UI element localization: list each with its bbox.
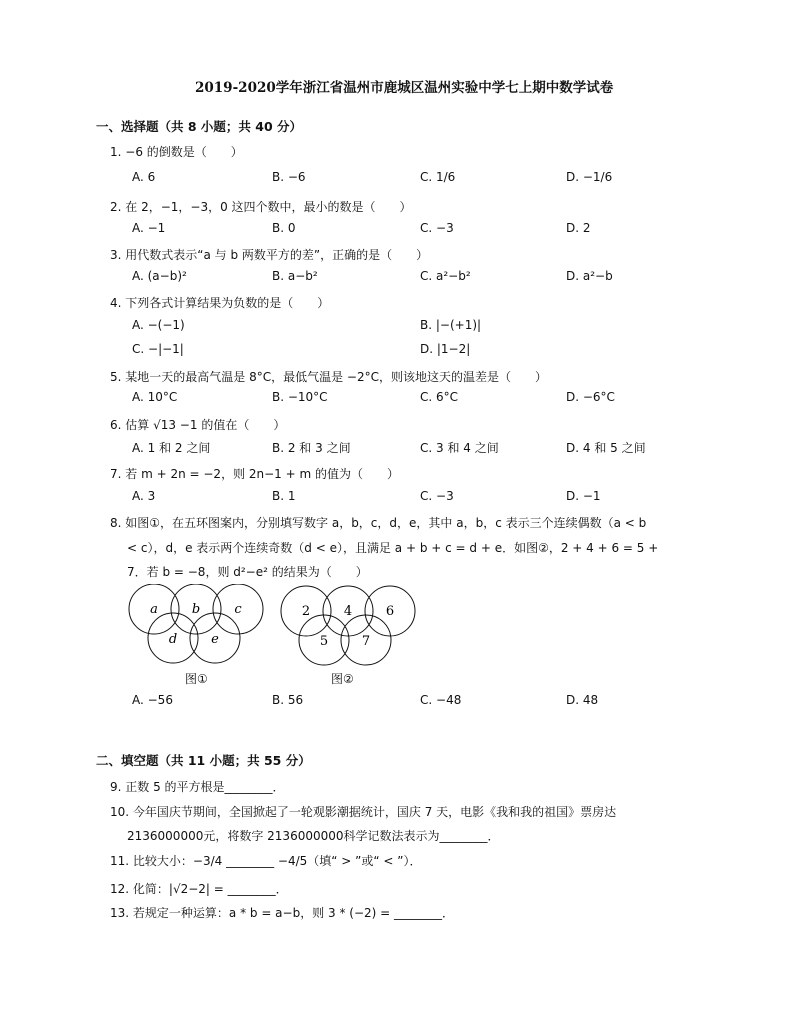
question-3-option-d: D. a²−b <box>566 269 613 283</box>
question-8-stem-line-3: 7．若 b = −8，则 d²−e² 的结果为（ ） <box>127 565 368 579</box>
ring-label-c: c <box>234 602 242 617</box>
question-4-option-d: D. |1−2| <box>420 342 471 356</box>
question-4-option-c: C. −|−1| <box>132 342 184 356</box>
figure-1-caption: 图① <box>185 672 208 686</box>
question-6-option-c: C. 3 和 4 之间 <box>420 441 499 455</box>
question-7-option-d: D. −1 <box>566 489 601 503</box>
question-3-option-c: C. a²−b² <box>420 269 471 283</box>
question-8-option-a: A. −56 <box>132 693 173 707</box>
question-5-option-a: A. 10°C <box>132 390 178 404</box>
question-6-option-b: B. 2 和 3 之间 <box>272 441 351 455</box>
question-12: 12. 化简：|√2−2| = ________． <box>110 882 288 896</box>
question-1-option-c: C. 1/6 <box>420 170 456 184</box>
question-7-option-a: A. 3 <box>132 489 156 503</box>
question-1-option-b: B. −6 <box>272 170 306 184</box>
question-3-option-a: A. (a−b)² <box>132 269 187 283</box>
section-heading-fill: 二、填空题（共 11 小题；共 55 分） <box>96 753 311 768</box>
ring-label-a: a <box>150 602 158 617</box>
ring-label-2: 2 <box>301 604 311 619</box>
question-10-line-2: 2136000000元，将数字 2136000000科学记数法表示为________． <box>127 829 500 843</box>
ring-label-6: 6 <box>385 604 395 619</box>
question-4-option-b: B. |−(+1)| <box>420 318 482 332</box>
question-7-stem: 7. 若 m + 2n = −2，则 2n−1 + m 的值为（ ） <box>110 467 399 481</box>
question-6-option-d: D. 4 和 5 之间 <box>566 441 646 455</box>
question-6-option-a: A. 1 和 2 之间 <box>132 441 211 455</box>
question-1-stem: 1. −6 的倒数是（ ） <box>110 145 243 159</box>
question-2-option-c: C. −3 <box>420 221 454 235</box>
ring-label-7: 7 <box>361 634 371 649</box>
question-2-option-a: A. −1 <box>132 221 166 235</box>
figure-2-caption: 图② <box>331 672 354 686</box>
ring-label-d: d <box>168 632 178 647</box>
question-9: 9. 正数 5 的平方根是________． <box>110 780 285 794</box>
ring-label-b: b <box>191 602 201 617</box>
question-8-option-b: B. 56 <box>272 693 304 707</box>
section-heading-choice: 一、选择题（共 8 小题；共 40 分） <box>96 119 303 134</box>
question-2-option-b: B. 0 <box>272 221 296 235</box>
question-8-stem-line-2: < c），d，e 表示两个连续奇数（d < e），且满足 a + b + c = d + e．如图②，2 + 4 + 6 = 5 + <box>127 541 659 555</box>
question-8-option-d: D. 48 <box>566 693 599 707</box>
question-1-option-a: A. 6 <box>132 170 156 184</box>
question-2-option-d: D. 2 <box>566 221 591 235</box>
question-13: 13. 若规定一种运算：a * b = a−b，则 3 * (−2) = ________． <box>110 906 455 920</box>
question-7-option-c: C. −3 <box>420 489 454 503</box>
question-2-stem: 2. 在 2，−1，−3，0 这四个数中，最小的数是（ ） <box>110 200 412 214</box>
ring-label-5: 5 <box>319 634 329 649</box>
question-4-option-a: A. −(−1) <box>132 318 185 332</box>
question-5-option-d: D. −6°C <box>566 390 615 404</box>
question-5-option-c: C. 6°C <box>420 390 459 404</box>
question-3-option-b: B. a−b² <box>272 269 318 283</box>
ring-label-e: e <box>211 632 219 647</box>
ring-label-4: 4 <box>343 604 353 619</box>
question-8-stem-line-1: 8. 如图①，在五环图案内，分别填写数字 a，b，c，d，e，其中 a，b，c 表示三个连续偶数（a < b <box>110 516 647 530</box>
question-11: 11. 比较大小：−3/4 ________ −4/5（填“ > ”或“ < ”）． <box>110 854 422 868</box>
question-6-stem: 6. 估算 √13 −1 的值在（ ） <box>110 418 286 432</box>
question-4-stem: 4. 下列各式计算结果为负数的是（ ） <box>110 296 330 310</box>
question-1-option-d: D. −1/6 <box>566 170 613 184</box>
question-7-option-b: B. 1 <box>272 489 296 503</box>
question-8-option-c: C. −48 <box>420 693 462 707</box>
question-10-line-1: 10. 今年国庆节期间，全国掀起了一轮观影潮据统计，国庆 7 天，电影《我和我的祖国》票房达 <box>110 805 617 819</box>
question-3-stem: 3. 用代数式表示“a 与 b 两数平方的差”，正确的是（ ） <box>110 248 429 262</box>
question-5-stem: 5. 某地一天的最高气温是 8°C，最低气温是 −2°C，则该地这天的温差是（ ） <box>110 370 547 384</box>
page-title: 2019-2020学年浙江省温州市鹿城区温州实验中学七上期中数学试卷 <box>195 80 614 96</box>
question-5-option-b: B. −10°C <box>272 390 328 404</box>
